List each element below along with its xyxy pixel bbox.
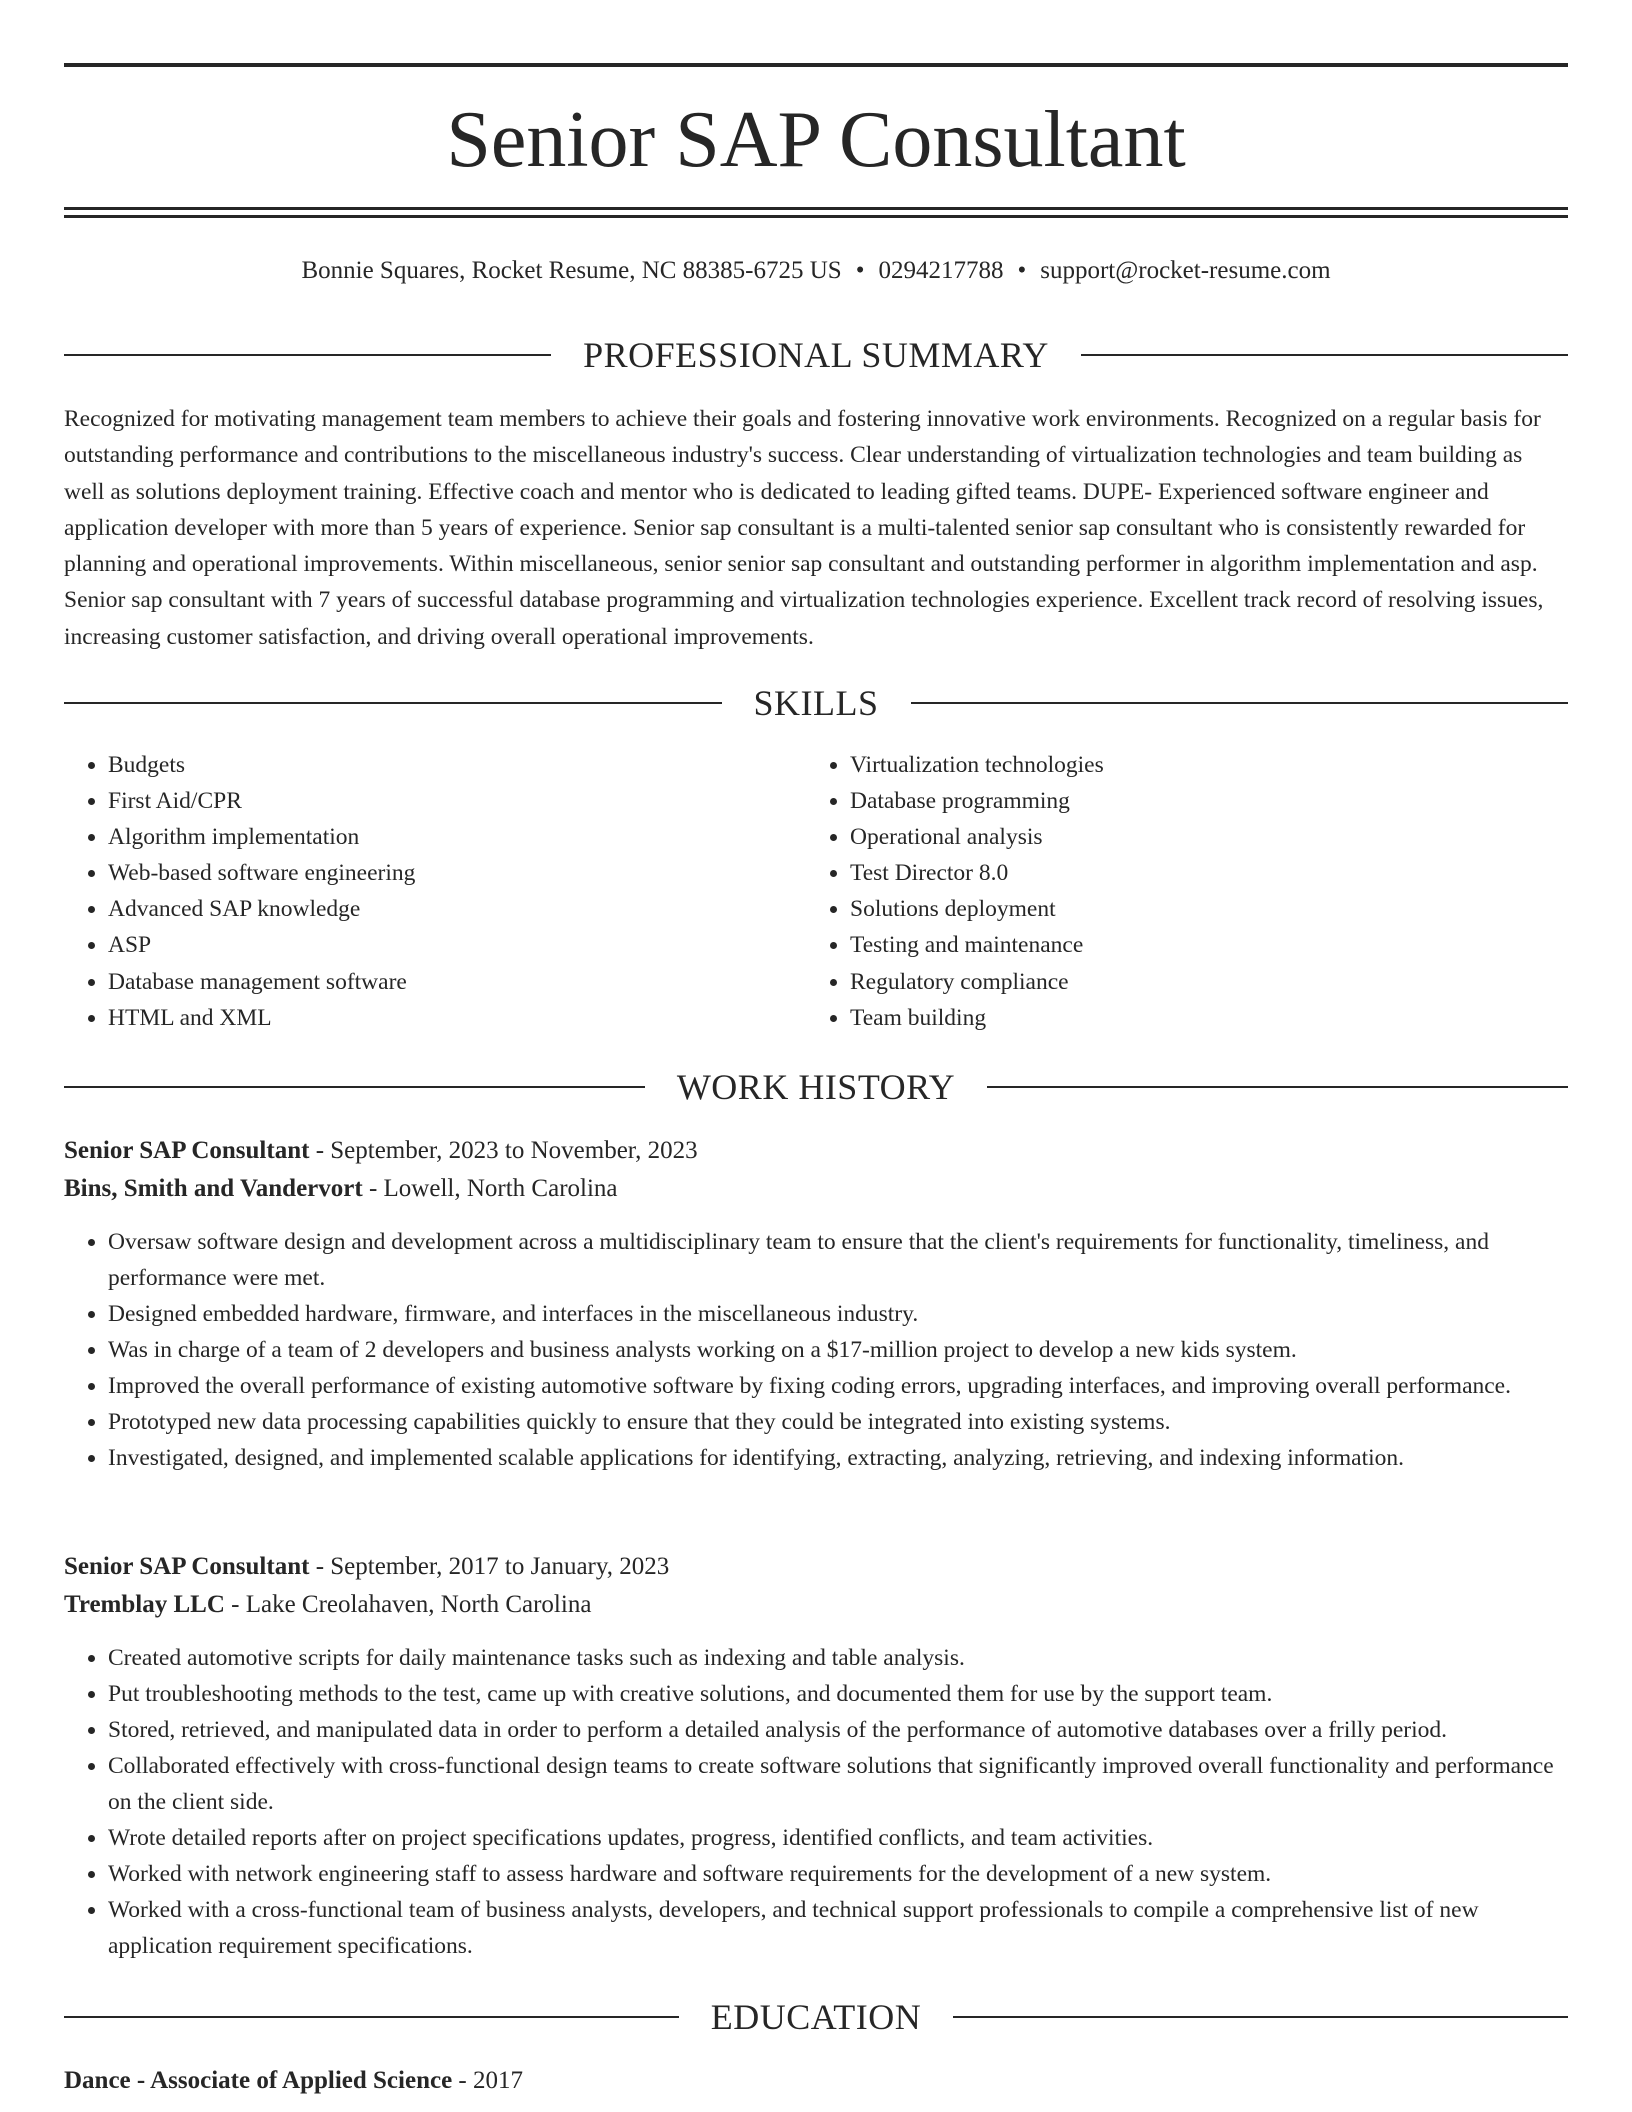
- job-entry: [64, 1132, 1568, 1476]
- job-bullet: • Prototyped new data processing capabilities quickly to ensure that they could be integrated into existing systems.: [108, 1404, 1568, 1440]
- skill-item: • First Aid/CPR: [108, 783, 806, 819]
- heading-rule-right: [911, 702, 1569, 704]
- summary-text: Recognized for motivating management team members to achieve their goals and fostering innovative work environments. Recognized on a regular basis for outstanding performance and contributions to the miscellaneous industry's success. Clear understanding of virtualization technologies and team building as well as solutions deployment training. Effective coach and mentor who is dedicated to leading gifted teams. DUPE- Experienced software engineer and application developer with more than 5 years of experience. Senior sap consultant is a multi-talented senior sap consultant who is consistently rewarded for planning and operational improvements. Within miscellaneous, senior senior sap consultant and outstanding performer in algorithm implementation and asp. Senior sap consultant with 7 years of successful database programming and virtualization technologies experience. Excellent track record of resolving issues, increasing customer satisfaction, and driving overall operational improvements.: [64, 406, 1544, 650]
- summary-heading: [64, 335, 1568, 375]
- skill-item: • Solutions deployment: [850, 891, 1568, 927]
- job-bullet: • Stored, retrieved, and manipulated data in order to perform a detailed analysis of the performance of automotive databases over a frilly period.: [108, 1712, 1568, 1748]
- job-bullets: [64, 1224, 1568, 1476]
- skill-item: • Database programming: [850, 783, 1568, 819]
- job-bullet: • Collaborated effectively with cross-functional design teams to create software solutions that significantly improved overall functionality and performance on the client side.: [108, 1748, 1568, 1820]
- resume-title: Senior SAP Consultant: [446, 96, 1186, 184]
- job-company: Tremblay LLC: [64, 1591, 225, 1618]
- job-dates: - September, 2023 to November, 2023: [309, 1137, 698, 1164]
- header-top-rule: [64, 63, 1568, 67]
- heading-rule-right: [987, 1086, 1568, 1088]
- job-bullet: • Designed embedded hardware, firmware, and interfaces in the miscellaneous industry.: [108, 1296, 1568, 1332]
- job-company-line: [64, 1170, 1568, 1208]
- job-bullet: • Worked with a cross-functional team of business analysts, developers, and technical support professionals to compile a comprehensive list of new application requirement specifications.: [108, 1892, 1568, 1964]
- education-entry: [64, 2062, 1568, 2100]
- contact-separator: •: [855, 257, 865, 284]
- contact-address: Bonnie Squares, Rocket Resume, NC 88385-6725 US: [301, 257, 842, 284]
- education-heading-label: EDUCATION: [710, 1997, 922, 2037]
- skill-item: • Advanced SAP knowledge: [108, 891, 806, 927]
- education-heading: [64, 1997, 1568, 2037]
- job-title: Senior SAP Consultant: [64, 1137, 310, 1164]
- job-company-line: [64, 1586, 1568, 1624]
- skill-item: • HTML and XML: [108, 1000, 806, 1036]
- job-bullet: • Oversaw software design and development across a multidisciplinary team to ensure that the client's requirements for functionality, timeliness, and performance were met.: [108, 1224, 1568, 1296]
- job-entry: [64, 1548, 1568, 1964]
- job-location: - Lowell, North Carolina: [362, 1175, 618, 1202]
- skill-item: • Team building: [850, 1000, 1568, 1036]
- job-bullet: • Investigated, designed, and implemented scalable applications for identifying, extracting, analyzing, retrieving, and indexing information.: [108, 1440, 1568, 1476]
- skill-item: • Operational analysis: [850, 819, 1568, 855]
- header-double-rule-top: [64, 207, 1568, 210]
- education-degree: Dance - Associate of Applied Science: [64, 2067, 453, 2094]
- header-double-rule-bottom: [64, 215, 1568, 218]
- skill-item: • Test Director 8.0: [850, 855, 1568, 891]
- heading-rule-left: [64, 354, 551, 356]
- work-history-heading: [64, 1067, 1568, 1107]
- job-bullet: • Was in charge of a team of 2 developers and business analysts working on a $17-million project to develop a new kids system.: [108, 1332, 1568, 1368]
- skill-item: • Virtualization technologies: [850, 747, 1568, 783]
- contact-phone: 0294217788: [878, 257, 1004, 284]
- contact-email: support@rocket-resume.com: [1040, 257, 1331, 284]
- contact-line: [64, 256, 1568, 286]
- skill-item: • Testing and maintenance: [850, 927, 1568, 963]
- job-company: Bins, Smith and Vandervort: [64, 1175, 363, 1202]
- skills-heading-label: SKILLS: [753, 683, 879, 723]
- skill-item: • Regulatory compliance: [850, 964, 1568, 1000]
- skills-heading: [64, 683, 1568, 723]
- skills-column-left: [64, 747, 806, 1036]
- heading-rule-left: [64, 1086, 645, 1088]
- job-bullet: • Improved the overall performance of existing automotive software by fixing coding errors, upgrading interfaces, and improving overall performance.: [108, 1368, 1568, 1404]
- job-title-line: [64, 1548, 1568, 1586]
- education-year: - 2017: [452, 2067, 523, 2094]
- job-bullet: • Worked with network engineering staff to assess hardware and software requirements for the development of a new system.: [108, 1856, 1568, 1892]
- heading-rule-right: [1081, 354, 1568, 356]
- heading-rule-right: [953, 2016, 1568, 2018]
- job-title: Senior SAP Consultant: [64, 1553, 310, 1580]
- job-bullet: • Created automotive scripts for daily maintenance tasks such as indexing and table analysis.: [108, 1640, 1568, 1676]
- skill-item: • ASP: [108, 927, 806, 963]
- skill-item: • Web-based software engineering: [108, 855, 806, 891]
- skills-list: [64, 747, 1568, 1036]
- job-title-line: [64, 1132, 1568, 1170]
- work-history-heading-label: WORK HISTORY: [676, 1067, 956, 1107]
- summary-heading-label: PROFESSIONAL SUMMARY: [583, 335, 1049, 375]
- skills-column-right: [806, 747, 1568, 1036]
- job-bullet: • Put troubleshooting methods to the test, came up with creative solutions, and documented them for use by the support team.: [108, 1676, 1568, 1712]
- skill-item: • Algorithm implementation: [108, 819, 806, 855]
- skill-item: • Database management software: [108, 964, 806, 1000]
- skill-item: • Budgets: [108, 747, 806, 783]
- heading-rule-left: [64, 2016, 679, 2018]
- job-bullet: • Wrote detailed reports after on project specifications updates, progress, identified conflicts, and team activities.: [108, 1820, 1568, 1856]
- heading-rule-left: [64, 702, 722, 704]
- job-location: - Lake Creolahaven, North Carolina: [224, 1591, 592, 1618]
- job-dates: - September, 2017 to January, 2023: [309, 1553, 670, 1580]
- contact-separator: •: [1017, 257, 1027, 284]
- job-bullets: [64, 1640, 1568, 1964]
